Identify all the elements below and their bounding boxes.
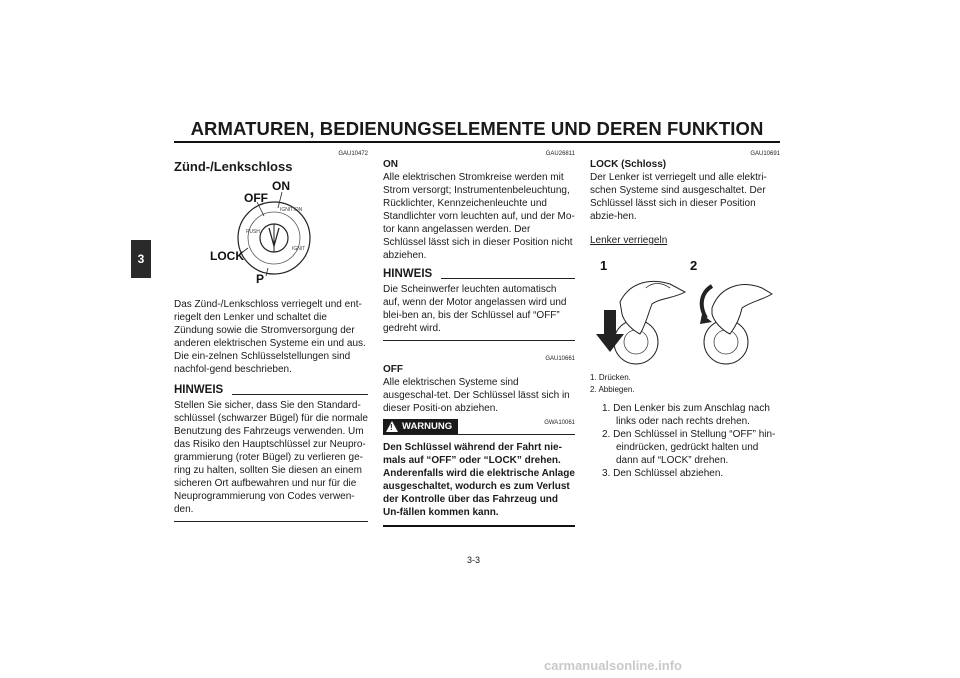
warning-header [383, 419, 575, 434]
lock-heading: LOCK (Schloss) [590, 159, 667, 170]
section-heading: Zünd-/Lenkschloss [174, 159, 293, 174]
warning-label: WARNUNG [402, 421, 453, 432]
column-ignition-lock [174, 150, 368, 522]
step-item: 1. Den Lenker bis zum Anschlag nach links oder nach rechts drehen. [602, 403, 770, 427]
note-rule [232, 394, 368, 395]
warning-end-rule [383, 525, 575, 527]
svg-text:IGNIT: IGNIT [292, 246, 306, 252]
watermark: carmanualsonline.info [544, 658, 682, 673]
note-heading [383, 268, 575, 283]
on-heading: ON [383, 159, 398, 170]
section-code-off: GAU10661 [545, 356, 575, 362]
page-title: ARMATUREN, BEDIENUNGSELEMENTE UND DEREN FUNKTION [190, 118, 764, 139]
lock-subheading: Lenker verriegeln [590, 235, 668, 246]
off-heading: OFF [383, 364, 403, 375]
lock-text: Der Lenker ist verriegelt und alle elektri-schen Systeme sind ausgeschaltet. Der Schlüssel lässt sich in dieser Position abzie-hen. [590, 172, 767, 222]
warning-badge [383, 419, 458, 434]
body-text: Das Zünd-/Lenkschloss verriegelt und ent-riegelt den Lenker und schaltet die Zündung sowie die Stromversorgung der anderen elektrischen Systeme ein und aus. Die ein-zelnen Schlüsselstellungen sind nachfol-gend beschrieben. [174, 299, 366, 375]
note-end-rule [383, 340, 575, 341]
page-number: 3-3 [467, 555, 481, 565]
figure-number-1: 1 [600, 258, 608, 273]
label-p: P [256, 272, 265, 286]
note-end-rule [174, 521, 368, 522]
lock-procedure-figure [590, 252, 780, 370]
figure-legend [590, 372, 780, 396]
label-lock: LOCK [210, 249, 244, 263]
column-on-off [383, 150, 575, 527]
svg-text:IGNITION: IGNITION [280, 207, 303, 213]
step-item: 3. Den Schlüssel abziehen. [602, 468, 724, 479]
column-lock [590, 150, 780, 480]
warning-top-rule [383, 434, 575, 435]
warning-triangle-icon: ! [386, 421, 398, 432]
on-text: Alle elektrischen Stromkreise werden mit Strom versorgt; Instrumentenbeleuchtung, Rücklichter, Kennzeichenleuchte und Standlichter vorn leuchten auf, und der Mo-tor kann angelassen werden. Der Schlüssel lässt sich in dieser Position nicht abziehen. [383, 172, 575, 261]
note-label: HINWEIS [174, 384, 224, 396]
step-item: 2. Den Schlüssel in Stellung “OFF” hin-eindrücken, gedrückt halten und dann auf “LOCK” drehen. [602, 429, 776, 466]
note-text: Stellen Sie sicher, dass Sie den Standard-schlüssel (schwarzer Bügel) für die normale Benutzung des Fahrzeugs verwenden. Um das Risiko den Hauptschlüssel zur Neupro-grammierung (roter Bügel) zu verlieren ge-ring zu halten, sollten Sie diesen an einem sicheren Ort aufbewahren und nur für die Neuprogrammierung von Codes verwen-den. [174, 400, 368, 515]
legend-item: 1. Drücken. [590, 373, 631, 382]
ignition-lock-figure [174, 178, 368, 290]
warning-code: GWA10061 [544, 420, 575, 426]
steps-list [590, 402, 780, 480]
off-text: Alle elektrischen Systeme sind ausgeschal-tet. Der Schlüssel lässt sich in dieser Positi-on abziehen. [383, 377, 570, 414]
note-rule [441, 278, 575, 279]
note-label: HINWEIS [383, 268, 433, 280]
legend-item: 2. Abbiegen. [590, 385, 635, 394]
chapter-tab: 3 [131, 240, 151, 278]
label-off: OFF [244, 191, 268, 205]
warning-text: Den Schlüssel während der Fahrt nie-mals auf “OFF” oder “LOCK” drehen. Anderenfalls wird die elektrische Anlage ausgeschaltet, wodurch es zum Verlust der Kontrolle über das Fahrzeug und Un-fällen kommen kann. [383, 442, 575, 518]
svg-text:PUSH: PUSH [246, 229, 260, 235]
title-rule [174, 141, 780, 143]
section-code: GAU10472 [338, 151, 368, 157]
figure-number-2: 2 [690, 258, 698, 273]
section-code: GAU10691 [750, 151, 780, 157]
section-code-on: GAU26811 [545, 151, 575, 157]
note-text: Die Scheinwerfer leuchten automatisch auf, wenn der Motor angelassen wird und blei-ben an, bis der Schlüssel auf “OFF” gedreht wird. [383, 284, 567, 334]
label-on: ON [272, 179, 290, 193]
note-heading [174, 384, 368, 399]
